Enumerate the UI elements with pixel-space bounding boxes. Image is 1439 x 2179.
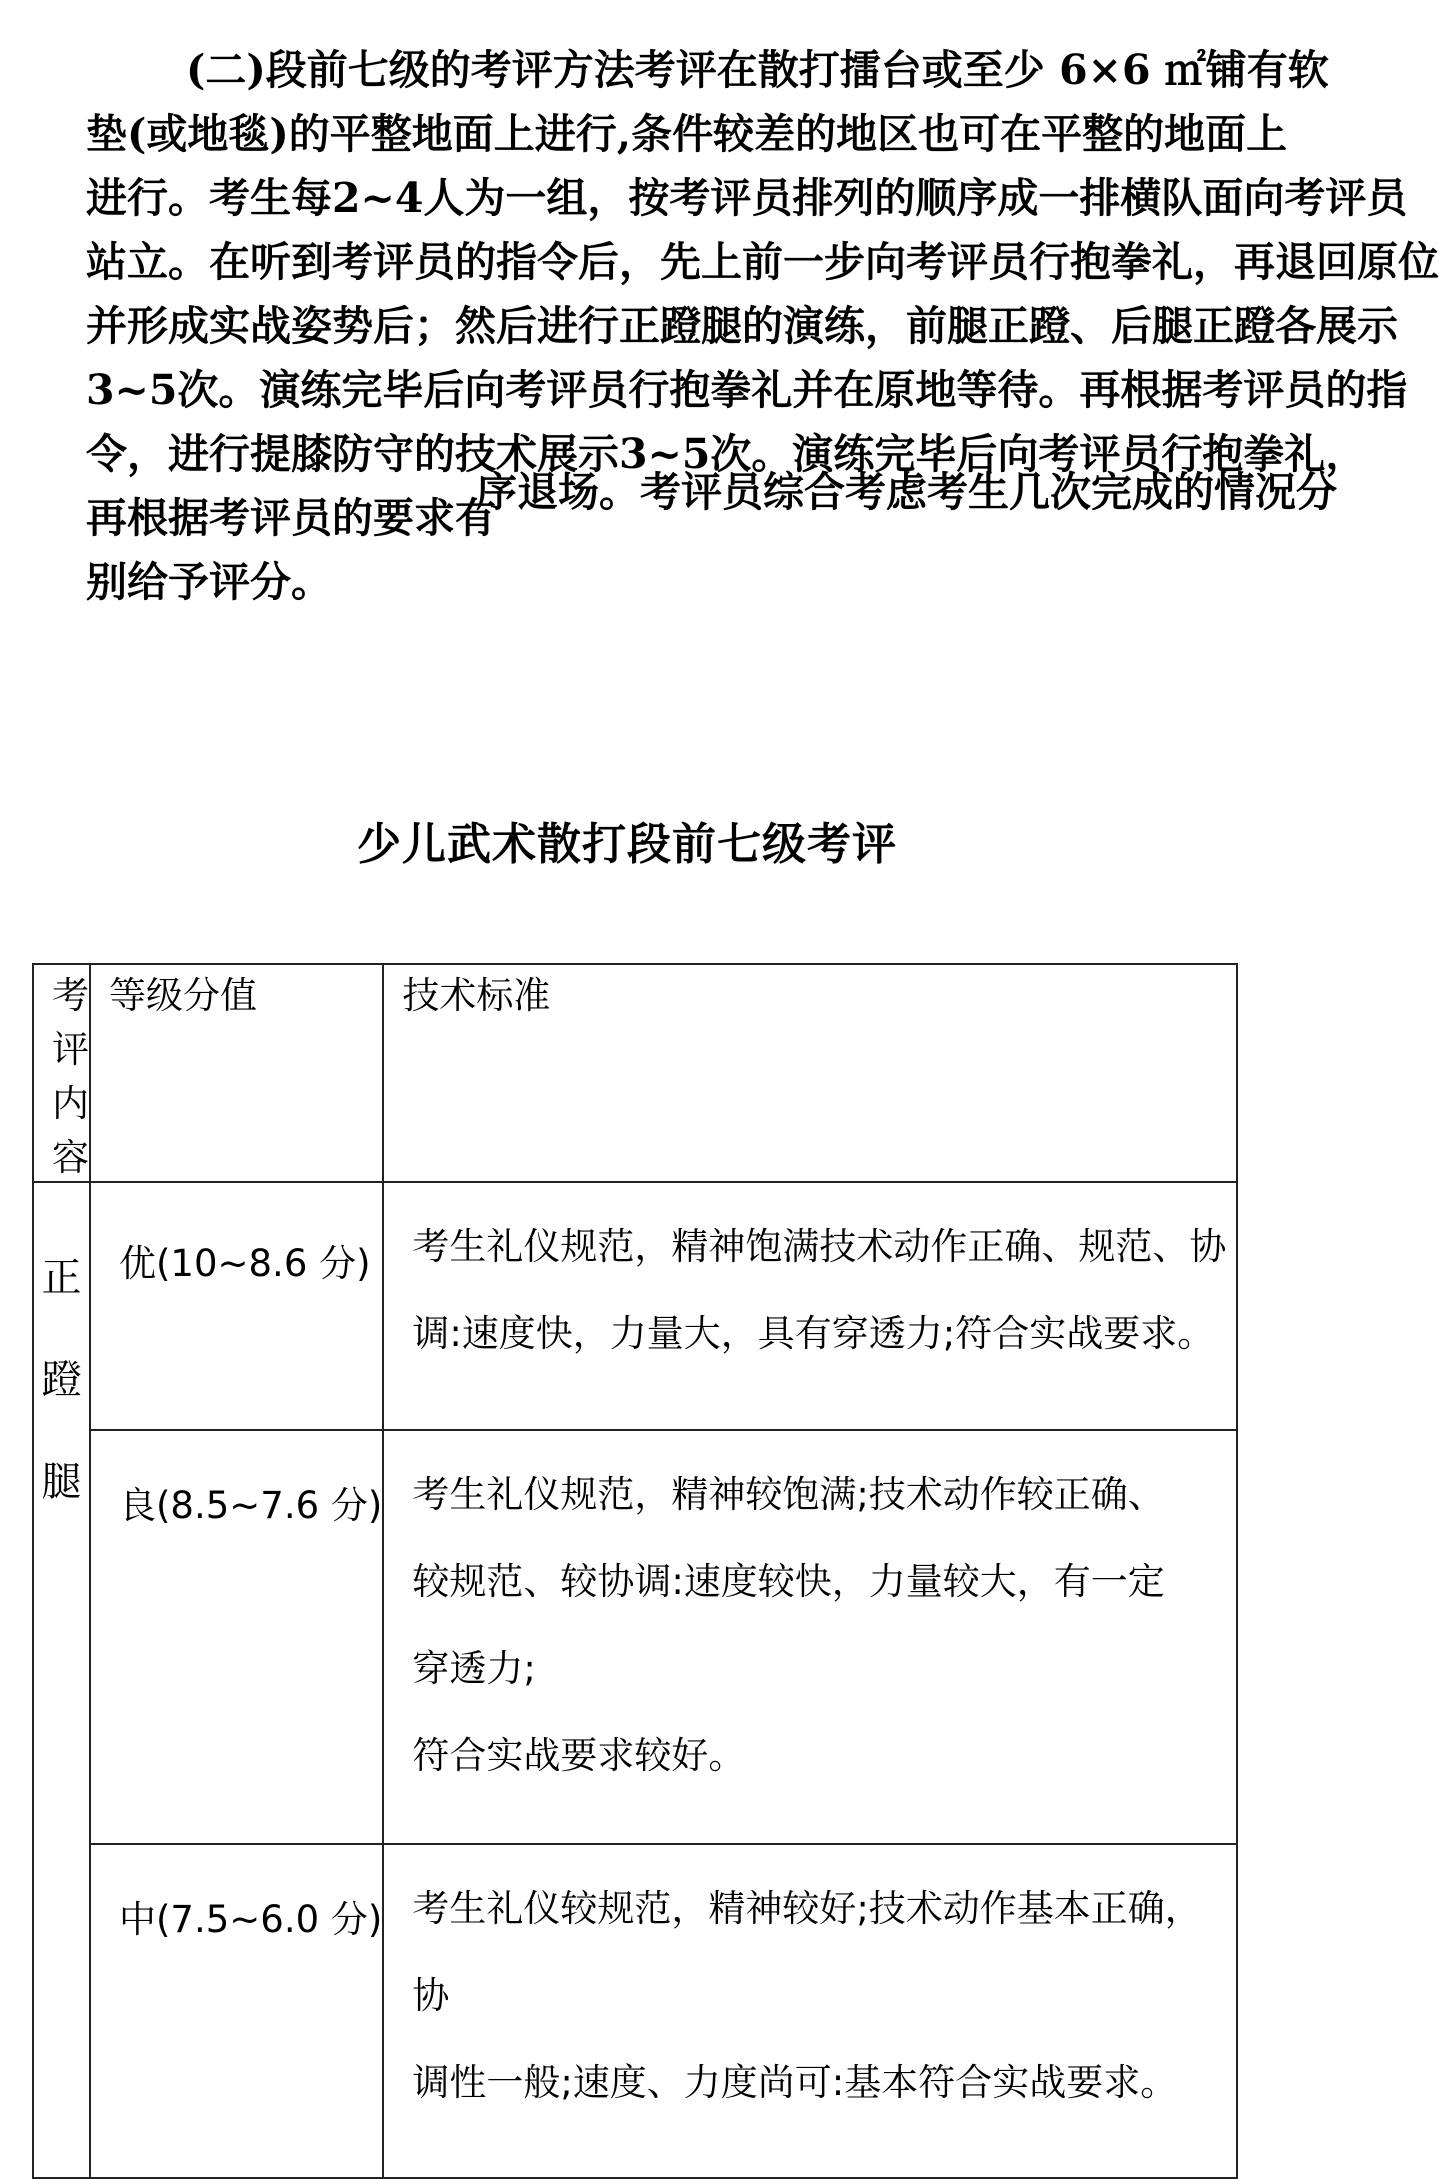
- standard-line: 符合实战要求较好。: [412, 1734, 746, 1777]
- paragraph-line: 站立。在听到考评员的指令后，先上前一步向考评员行抱拳礼，再退回原位: [86, 238, 1439, 286]
- table-row: [33, 1182, 1237, 1430]
- standard-line: 考生礼仪规范，精神饱满技术动作正确、规范、协: [412, 1225, 1227, 1268]
- grade-cell: 中(7.5~6.0 分): [90, 1844, 383, 2178]
- paragraph-line: 令，进行提膝防守的技术展示3~5次。演练完毕后向考评员行抱拳礼，: [86, 430, 1367, 478]
- paragraph-line-split: [86, 468, 1337, 550]
- header-grade: 等级分值: [90, 964, 383, 1182]
- section-title: 少儿武术散打段前七级考评: [357, 819, 897, 870]
- grade-cell: 优(10~8.6 分): [90, 1182, 383, 1430]
- paragraph-line: (二)段前七级的考评方法考评在散打擂台或至少 6×6 ㎡铺有软: [186, 46, 1329, 94]
- paragraph-line: 3~5次。演练完毕后向考评员行抱拳礼并在原地等待。再根据考评员的指: [86, 366, 1408, 414]
- table-header-row: [33, 964, 1237, 1182]
- paragraph-line: 并形成实战姿势后；然后进行正蹬腿的演练，前腿正蹬、后腿正蹬各展示: [86, 302, 1398, 350]
- header-content: 考评内容: [33, 964, 90, 1182]
- paragraph-line-right: 序退场。考评员综合考虑考生几次完成的情况分: [476, 468, 1337, 516]
- standard-cell: [383, 1182, 1237, 1430]
- standard-line: 调:速度快，力量大，具有穿透力;符合实战要求。: [412, 1312, 1215, 1355]
- paragraph-line: 垫(或地毯)的平整地面上进行,条件较差的地区也可在平整的地面上: [86, 110, 1288, 158]
- standard-line: 穿透力;: [412, 1647, 536, 1690]
- standard-cell: [383, 1430, 1237, 1844]
- standard-line: 较规范、较协调:速度较快，力量较大，有一定: [412, 1560, 1165, 1603]
- standard-line: 考生礼仪规范，精神较饱满;技术动作较正确、: [412, 1473, 1165, 1516]
- paragraph-line-left: 再根据考评员的要求有: [86, 494, 496, 542]
- table-row: [33, 1430, 1237, 1844]
- table-row: [33, 1844, 1237, 2178]
- grade-cell: 良(8.5~7.6 分): [90, 1430, 383, 1844]
- subject-char: 腿: [41, 1459, 82, 1505]
- standard-line: 协: [412, 1974, 450, 2017]
- paragraph-line: 进行。考生每2~4人为一组，按考评员排列的顺序成一排横队面向考评员: [86, 174, 1408, 222]
- subject-char: 蹬: [41, 1357, 82, 1403]
- subject-cell: [33, 1182, 90, 2178]
- intro-paragraph: [86, 38, 1439, 614]
- header-standard: 技术标准: [383, 964, 1237, 1182]
- grading-table: [32, 963, 1238, 2179]
- subject-char: 正: [41, 1255, 82, 1301]
- paragraph-line: 别给予评分。: [86, 558, 332, 606]
- standard-cell: [383, 1844, 1237, 2178]
- standard-line: 调性一般;速度、力度尚可:基本符合实战要求。: [412, 2061, 1178, 2104]
- standard-line: 考生礼仪较规范，精神较好;技术动作基本正确，: [412, 1887, 1202, 1930]
